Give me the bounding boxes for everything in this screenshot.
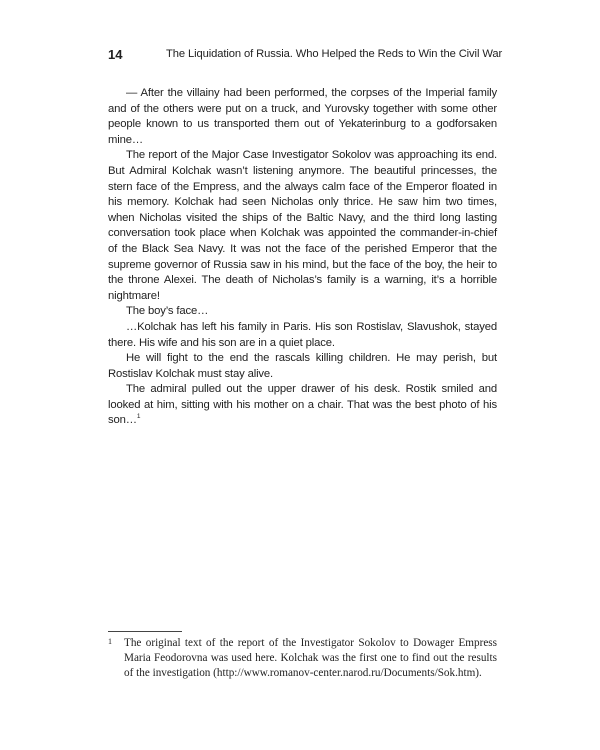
footnote-reference: 1 <box>136 413 141 421</box>
paragraph: The report of the Major Case Investigator Sokolov was approaching its end. But Admiral Kolchak wasn’t listening anymore. The beautiful princesses, the stern face of the Empress, and the always calm face of the Emperor floated in his memory. Kolchak had seen Nicholas only thrice. He saw him two times, when Nicholas visited the ships of the Baltic Navy, and the third long lasting conversation took place when Kolchak was appointed the commander-in-chief of the Black Sea Navy. It was not the face of the perished Emperor that the supreme governor of Russia saw in his mind, but the face of the boy, the heir to the throne Alexei. The death of Nicholas’s family is a warning, it’s a horrible nightmare! <box>108 149 497 302</box>
footnote-divider <box>108 631 182 632</box>
footnote-marker: 1 <box>108 637 112 646</box>
paragraph: The boy’s face… <box>126 305 209 318</box>
paragraph: — After the villainy had been performed, the corpses of the Imperial family and of the others were put on a truck, and Yurovsky together with some other people known to us transported them out of Yekaterinburg to a godforsaken mine… <box>108 87 497 146</box>
paragraph-last <box>108 382 497 429</box>
page-number: 14 <box>108 47 123 62</box>
paragraph: He will fight to the end the rascals killing children. He may perish, but Rostislav Kolchak must stay alive. <box>108 352 497 380</box>
paragraph-text: The admiral pulled out the upper drawer of his desk. Rostik smiled and looked at him, sitting with his mother on a chair. That was the best photo of his son… <box>108 383 497 427</box>
footnote <box>108 636 497 680</box>
paragraph: …Kolchak has left his family in Paris. His son Rostislav, Slavushok, stayed there. His wife and his son are in a quiet place. <box>108 320 497 349</box>
running-head: The Liquidation of Russia. Who Helped the Reds to Win the Civil War <box>166 48 503 60</box>
footnote-text: The original text of the report of the Investigator Sokolov to Dowager Empress Maria Feodorovna was used here. Kolchak was the first one to find out the results of the investigation (http://www.romanov-center.narod.ru/Documents/Sok.htm). <box>124 637 497 679</box>
body-text <box>108 86 497 429</box>
